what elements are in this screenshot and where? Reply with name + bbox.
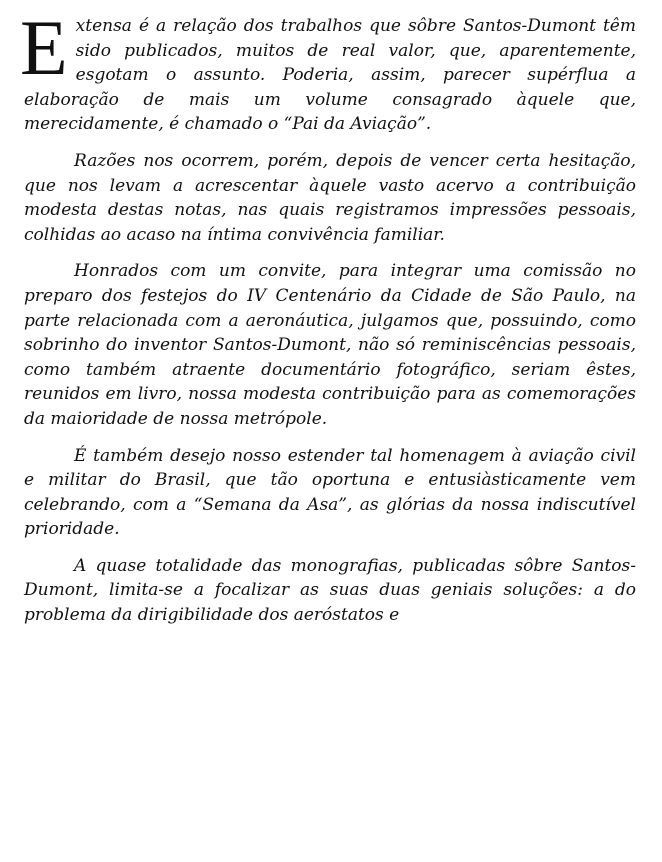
- paragraph-1: [20, 4, 636, 137]
- document-page: [20, 4, 636, 640]
- paragraph-1-text: xtensa é a relação dos trabalhos que sôbre Santos-Dumont têm sido publicados, muitos de real valor, que, aparentemente, esgotam o assunto. Poderia, assim, parecer supérflua a elaboração de mais um volume consagrado àquele que, merecidamente, é chamado o “Pai da Aviação”.: [24, 16, 636, 135]
- paragraph-4: É também desejo nosso estender tal homenagem à aviação civil e militar do Brasil, que tão oportuna e entusiàsticamente vem celebrando, com a “Semana da Asa”, as glórias da nossa indiscutível prioridade.: [24, 445, 636, 540]
- paragraph-5: A quase totalidade das monografias, publicadas sôbre Santos-Dumont, limita-se a focalizar as suas duas geniais soluções: a do problema da dirigibilidade dos aeróstatos e: [24, 555, 636, 626]
- drop-cap: E: [20, 4, 68, 91]
- paragraph-3: Honrados com um convite, para integrar uma comissão no preparo dos festejos do IV Centenário da Cidade de São Paulo, na parte relacionada com a aeronáutica, julgamos que, possuindo, como sobrinho do inventor Santos-Dumont, não só reminiscências pessoais, como também atraente documentário fotográfico, seriam êstes, reunidos em livro, nossa modesta contribuição para as comemorações da maioridade de nossa metrópole.: [24, 261, 636, 429]
- paragraph-2: Razões nos ocorrem, porém, depois de vencer certa hesitação, que nos levam a acrescentar àquele vasto acervo a contribuição modesta destas notas, nas quais registramos impressões pessoais, colhidas ao acaso na íntima convivência familiar.: [24, 150, 636, 245]
